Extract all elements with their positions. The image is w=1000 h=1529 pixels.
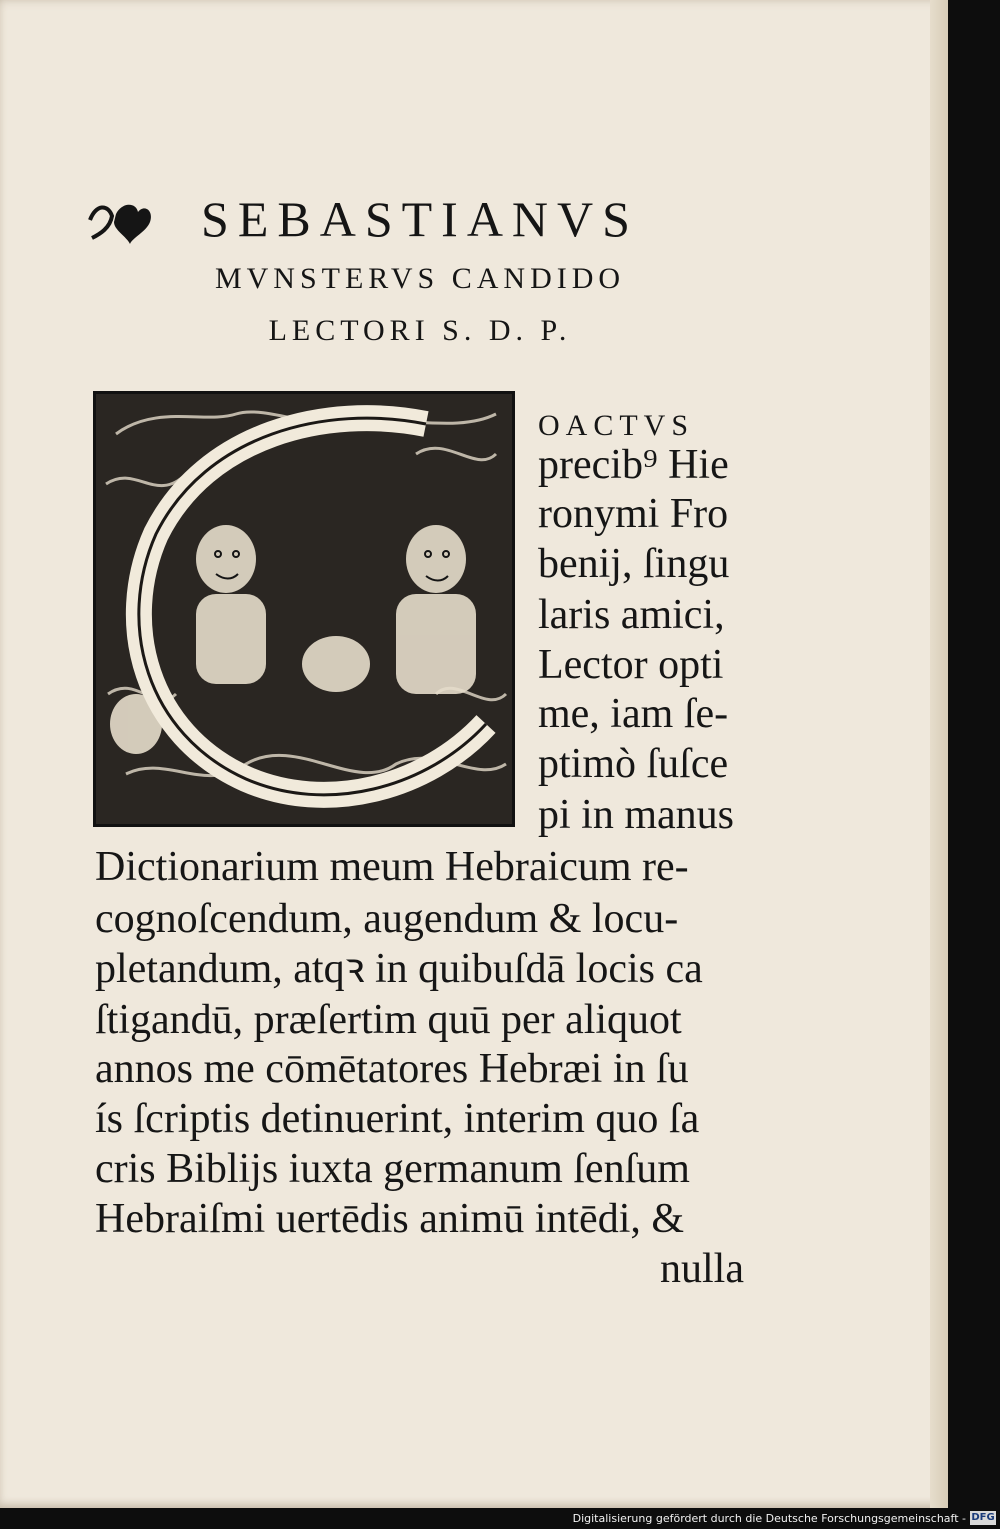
catchword: nulla xyxy=(660,1246,744,1292)
initial-line-7: me, iam ſe‐ xyxy=(538,691,729,737)
initial-line-6: Lector opti xyxy=(538,642,724,688)
body-line-7: cris Biblijs iuxta germanum ſenſum xyxy=(95,1146,690,1192)
heading-subtitle: MVNSTERVS CANDIDO xyxy=(214,262,626,295)
body-line-2: cognoſcendum, augendum & locu‐ xyxy=(95,896,679,942)
page-edge xyxy=(930,0,948,1508)
woodcut-initial-illustration xyxy=(96,394,512,824)
body-line-6: ís ſcriptis detinuerint, interim quo ſa xyxy=(95,1096,700,1142)
funding-notice: Digitalisierung gefördert durch die Deutsche Forschungsgemeinschaft - xyxy=(572,1512,966,1525)
initial-line-5: laris amici, xyxy=(538,592,725,638)
initial-line-2: precib⁹ Hie xyxy=(538,442,729,488)
body-line-8: Hebraiſmi uertēdis animū intēdi, & xyxy=(95,1196,685,1242)
body-line-3: pletandum, atqꝛ in quibuſdā locis ca xyxy=(95,946,703,992)
initial-line-9: pi in manus xyxy=(538,792,734,838)
initial-line-1: OACTVS xyxy=(538,409,695,442)
body-line-4: ſtigandū, præſertim quū per aliquot xyxy=(95,997,682,1043)
decorated-initial-c xyxy=(93,391,515,827)
initial-line-4: benij, ſingu xyxy=(538,541,730,587)
body-line-1: Dictionarium meum Hebraicum re‐ xyxy=(95,844,689,890)
heading-author: SEBASTIANVS xyxy=(201,191,639,247)
dfg-logo: DFG xyxy=(971,1512,995,1523)
heading-salutation: LECTORI S. D. P. xyxy=(268,314,572,347)
initial-line-8: ptimò ſuſce xyxy=(538,741,729,787)
body-line-5: annos me cōmētatores Hebræi in ſu xyxy=(95,1046,689,1092)
initial-line-3: ronymi Fro xyxy=(538,491,729,537)
